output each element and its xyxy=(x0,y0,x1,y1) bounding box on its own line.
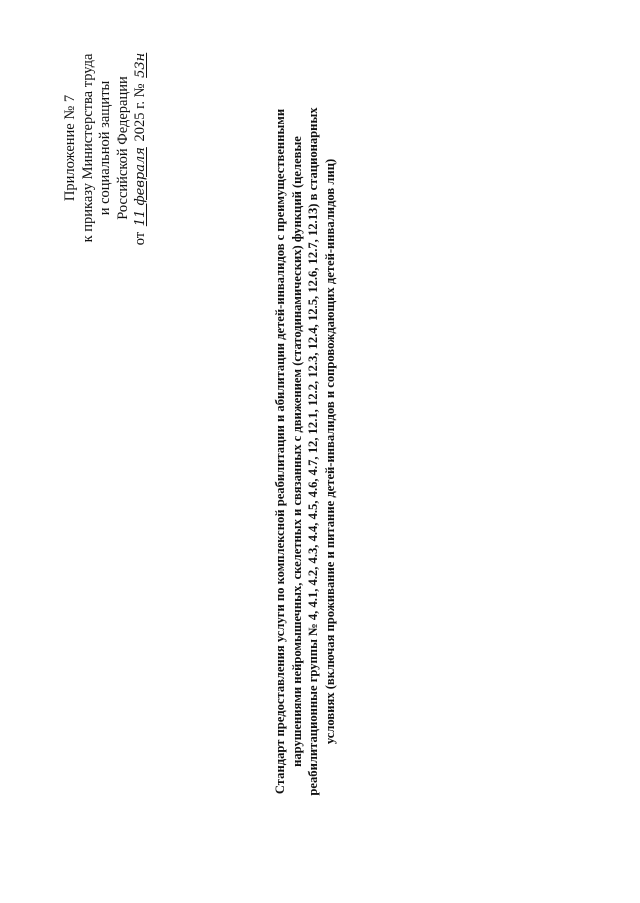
title-line-3: реабилитационные группы № 4, 4.1, 4.2, 4.3, 4.4, 4.5, 4.6, 4.7, 12, 12.1, 12.2, 12.3, 12.4, 12.5, 12.6, 12.7, 12.13) в стационарных xyxy=(306,107,321,796)
document-title xyxy=(272,0,338,903)
date-year: 2025 г. № xyxy=(132,83,148,142)
handwritten-date: 11 февраля xyxy=(133,147,148,227)
appendix-block xyxy=(62,48,150,248)
appendix-ministry: и социальной защиты xyxy=(97,80,113,216)
title-line-2: нарушениями нейромышечных, скелетных и связанных с движением (статодинамических) функций (целевые xyxy=(289,136,304,767)
date-prefix: от xyxy=(132,231,148,246)
appendix-date-line xyxy=(132,48,150,248)
title-line-1: Стандарт предоставления услуги по комплексной реабилитации и абилитации детей-инвалидов с преимущественными xyxy=(273,108,287,795)
appendix-number: Приложение № 7 xyxy=(62,94,78,202)
appendix-order-ref: к приказу Министерства труда xyxy=(79,53,96,243)
handwritten-order-number: 53н xyxy=(133,52,148,78)
title-line-4: условиях (включая проживание и питание детей-инвалидов и сопровождающих детей-инвалидов лиц) xyxy=(322,158,337,745)
appendix-country: Российской Федерации xyxy=(114,76,131,220)
